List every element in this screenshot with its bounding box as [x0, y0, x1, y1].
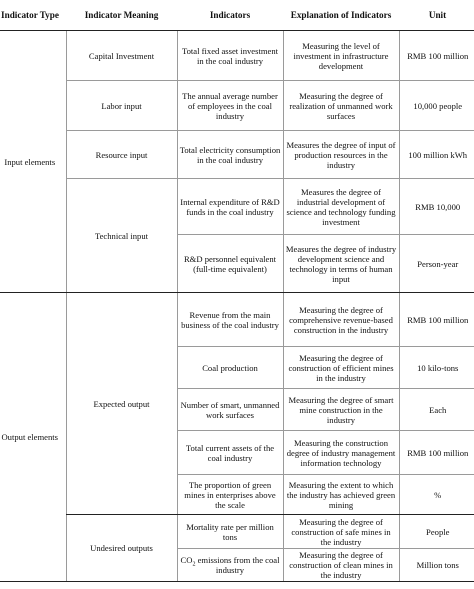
- unit-cell: Million tons: [399, 549, 474, 582]
- header-unit: Unit: [399, 0, 474, 31]
- meaning-expected-output: Expected output: [66, 293, 177, 515]
- indicator-cell: Total fixed asset investment in the coal industry: [177, 31, 283, 81]
- unit-cell: People: [399, 515, 474, 549]
- group-output-elements: Output elements: [0, 293, 66, 582]
- indicator-cell: Number of smart, unmanned work surfaces: [177, 389, 283, 431]
- table-row: [0, 131, 474, 179]
- co2-prefix: CO: [180, 555, 193, 565]
- explanation-cell: Measures the degree of input of production resources in the industry: [283, 131, 399, 179]
- unit-cell: RMB 100 million: [399, 293, 474, 347]
- explanation-cell: Measuring the level of investment in infrastructure development: [283, 31, 399, 81]
- indicator-cell: Internal expenditure of R&D funds in the coal industry: [177, 179, 283, 235]
- group-input-elements: Input elements: [0, 31, 66, 293]
- table-row: [0, 31, 474, 81]
- unit-cell: RMB 100 million: [399, 431, 474, 475]
- meaning-capital-investment: Capital Investment: [66, 31, 177, 81]
- indicator-cell: Total electricity consumption in the coal industry: [177, 131, 283, 179]
- explanation-cell: Measuring the degree of construction of clean mines in the industry: [283, 549, 399, 582]
- table-row: [0, 179, 474, 235]
- header-indicator-type: Indicator Type: [0, 0, 66, 31]
- indicator-cell: Revenue from the main business of the coal industry: [177, 293, 283, 347]
- explanation-cell: Measures the degree of industry development science and technology in terms of human input: [283, 235, 399, 293]
- table-row: [0, 515, 474, 549]
- meaning-technical-input: Technical input: [66, 179, 177, 293]
- indicator-cell: The proportion of green mines in enterprises above the scale: [177, 475, 283, 515]
- explanation-cell: Measuring the construction degree of industry management information technology: [283, 431, 399, 475]
- header-explanation: Explanation of Indicators: [283, 0, 399, 31]
- explanation-cell: Measuring the extent to which the industry has achieved green mining: [283, 475, 399, 515]
- meaning-undesired-outputs: Undesired outputs: [66, 515, 177, 582]
- unit-cell: RMB 100 million: [399, 31, 474, 81]
- explanation-cell: Measuring the degree of realization of unmanned work surfaces: [283, 81, 399, 131]
- unit-cell: 100 million kWh: [399, 131, 474, 179]
- header-indicators: Indicators: [177, 0, 283, 31]
- indicator-cell-co2: [177, 549, 283, 582]
- explanation-cell: Measuring the degree of comprehensive revenue-based construction in the industry: [283, 293, 399, 347]
- header-row: [0, 0, 474, 31]
- explanation-cell: Measures the degree of industrial development of science and technology funding investment: [283, 179, 399, 235]
- meaning-labor-input: Labor input: [66, 81, 177, 131]
- table-row: [0, 81, 474, 131]
- co2-subscript: 2: [192, 561, 196, 568]
- unit-cell: Person-year: [399, 235, 474, 293]
- indicator-cell: Total current assets of the coal industry: [177, 431, 283, 475]
- table-row: [0, 293, 474, 347]
- unit-cell: RMB 10,000: [399, 179, 474, 235]
- explanation-cell: Measuring the degree of construction of efficient mines in the industry: [283, 347, 399, 389]
- unit-cell: %: [399, 475, 474, 515]
- co2-suffix: emissions from the coal industry: [195, 555, 280, 575]
- indicator-cell: R&D personnel equivalent (full-time equivalent): [177, 235, 283, 293]
- unit-cell: 10 kilo-tons: [399, 347, 474, 389]
- explanation-cell: Measuring the degree of construction of safe mines in the industry: [283, 515, 399, 549]
- indicator-cell: Mortality rate per million tons: [177, 515, 283, 549]
- unit-cell: Each: [399, 389, 474, 431]
- explanation-cell: Measuring the degree of smart mine construction in the industry: [283, 389, 399, 431]
- unit-cell: 10,000 people: [399, 81, 474, 131]
- indicator-cell: Coal production: [177, 347, 283, 389]
- indicator-cell: The annual average number of employees in the coal industry: [177, 81, 283, 131]
- meaning-resource-input: Resource input: [66, 131, 177, 179]
- header-indicator-meaning: Indicator Meaning: [66, 0, 177, 31]
